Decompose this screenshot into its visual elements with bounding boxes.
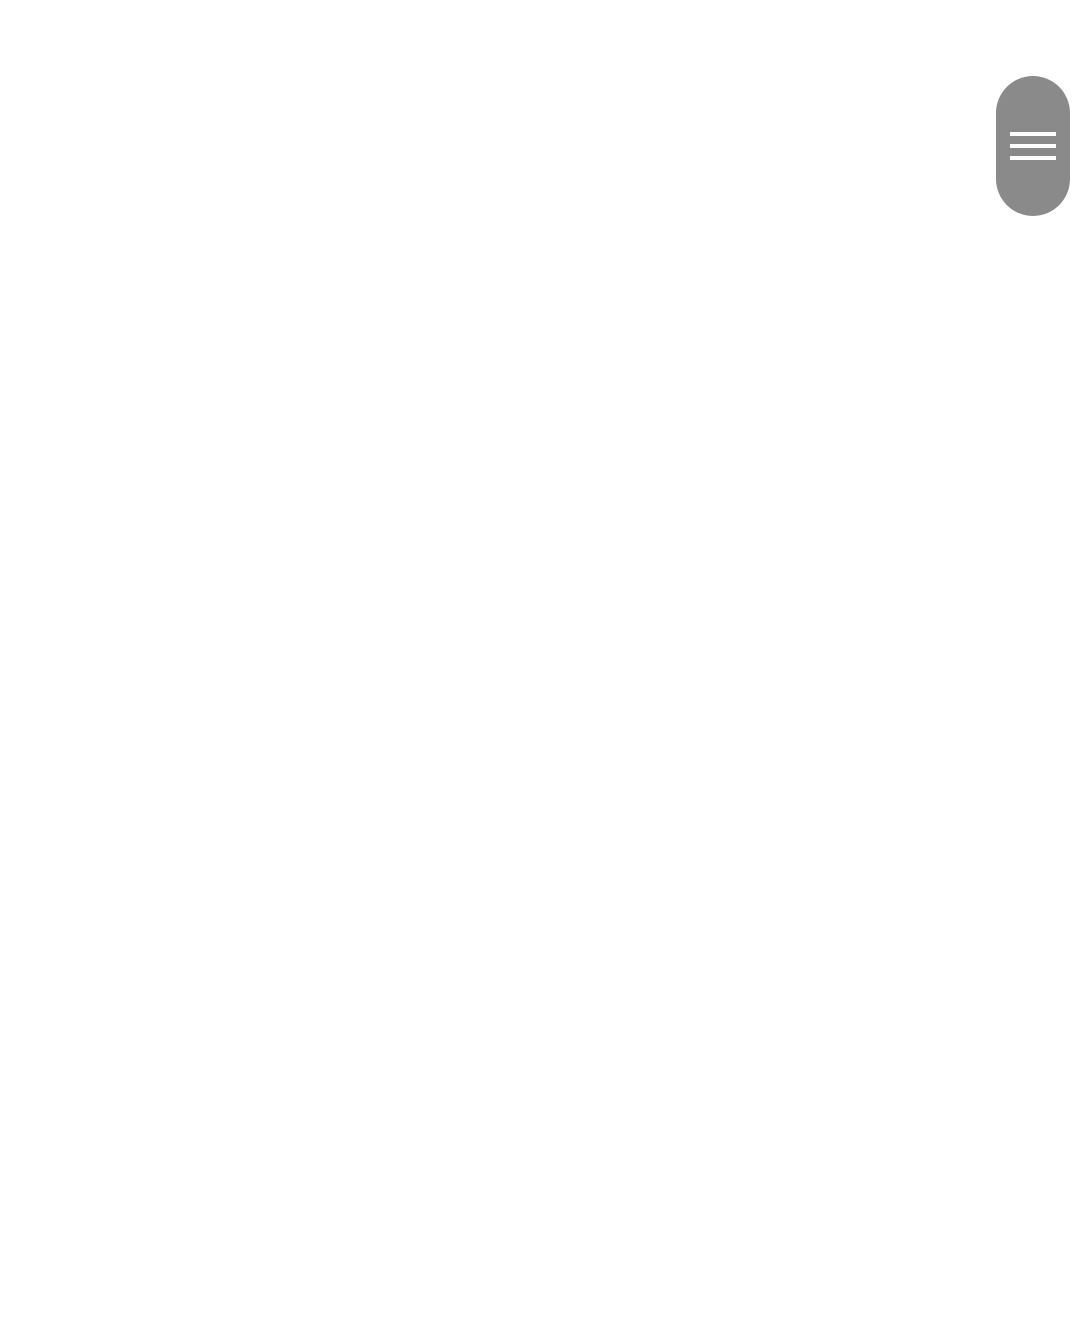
- scroll-handle[interactable]: [996, 76, 1070, 216]
